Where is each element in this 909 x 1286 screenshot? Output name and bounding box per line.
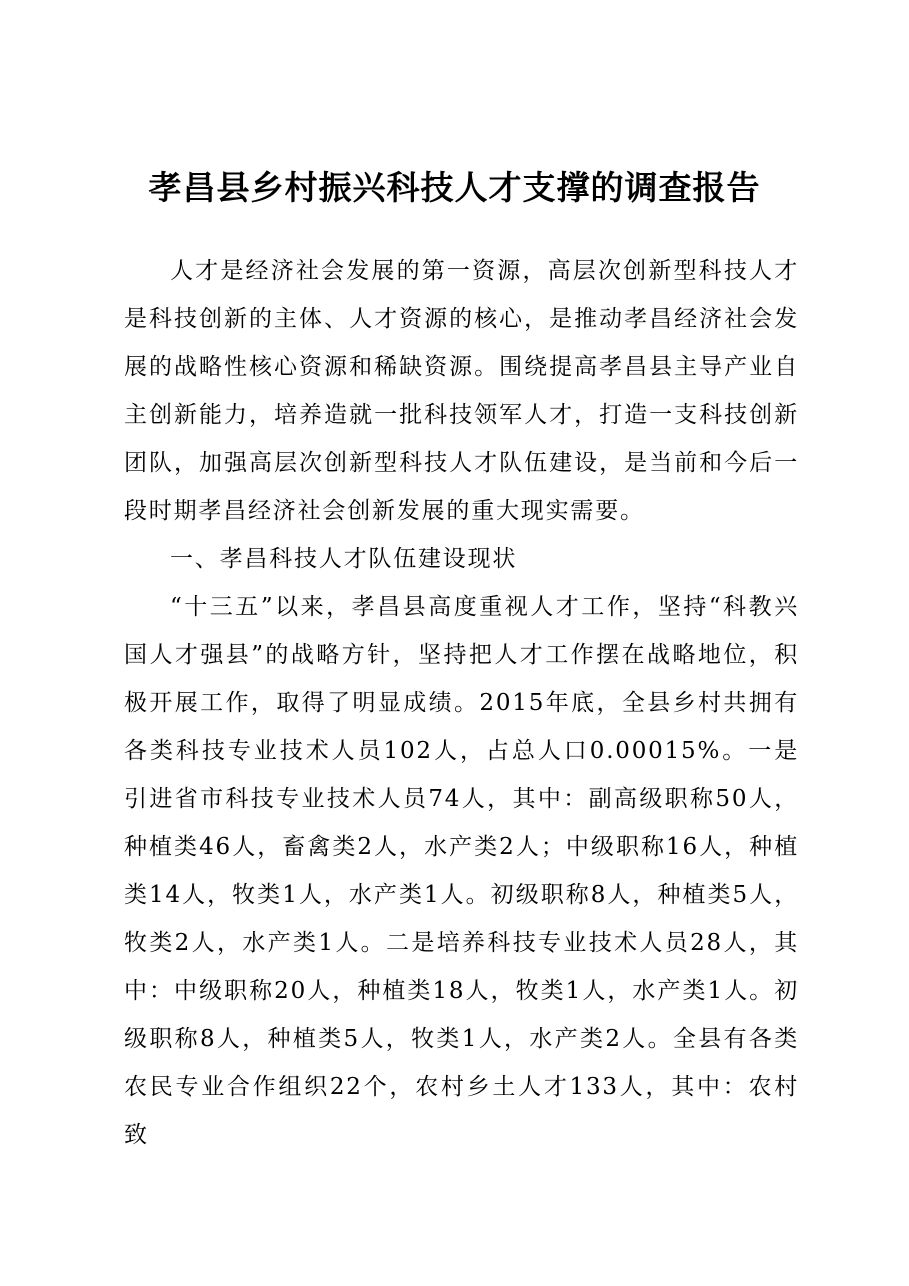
intro-paragraph: 人才是经济社会发展的第一资源，高层次创新型科技人才是科技创新的主体、人才资源的核心，是推动孝昌经济社会发展的战略性核心资源和稀缺资源。围绕提高孝昌县主导产业自主创新能力，培养造就一批科技领军人才，打造一支科技创新团队，加强高层次创新型科技人才队伍建设，是当前和今后一段时期孝昌经济社会创新发展的重大现实需要。: [124, 258, 799, 524]
section-heading: 一、孝昌科技人才队伍建设现状: [170, 546, 518, 572]
document-body: [124, 247, 799, 1159]
document-title: 孝昌县乡村振兴科技人才支撑的调查报告: [148, 168, 761, 207]
status-paragraph: “十三五”以来，孝昌县高度重视人才工作，坚持“科教兴国人才强县”的战略方针，坚持把人才工作摆在战略地位，积极开展工作，取得了明显成绩。2015年底，全县乡村共拥有各类科技专业技术人员102人，占总人口0.00015%。一是引进省市科技专业技术人员74人，其中：副高级职称50人，种植类46人，畜禽类2人，水产类2人；中级职称16人，种植类14人，牧类1人，水产类1人。初级职称8人，种植类5人，牧类2人，水产类1人。二是培养科技专业技术人员28人，其中：中级职称20人，种植类18人，牧类1人，水产类1人。初级职称8人，种植类5人，牧类1人，水产类2人。全县有各类农民专业合作组织22个，农村乡土人才133人，其中：农村致: [124, 594, 799, 1148]
